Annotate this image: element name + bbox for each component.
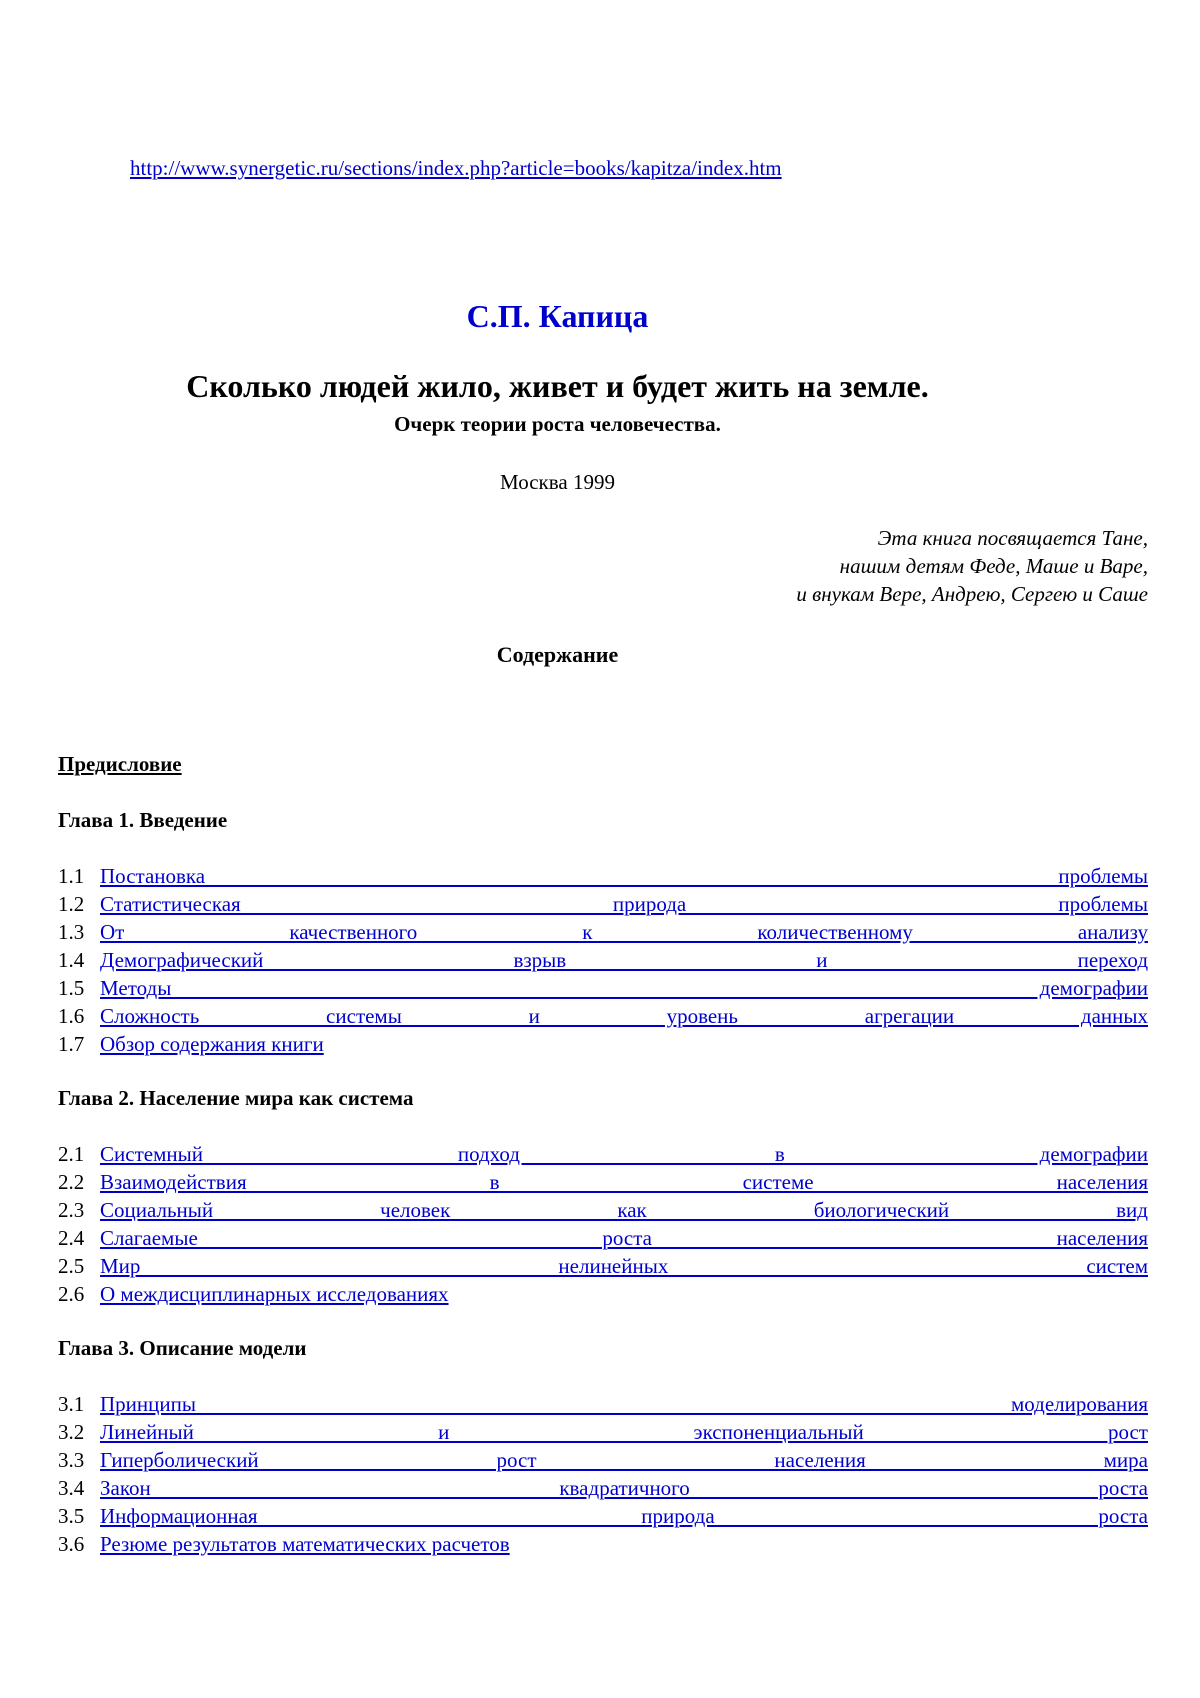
dedication-line: нашим детям Феде, Маше и Варе,: [839, 554, 1148, 578]
section-link[interactable]: Закон квадратичного роста: [100, 1476, 1148, 1500]
section-link[interactable]: Мир нелинейных систем: [100, 1254, 1148, 1278]
toc-row: [58, 890, 1148, 918]
section-link[interactable]: Взаимодействия в системе населения: [100, 1170, 1148, 1194]
chapter-title: Глава 2. Население мира как система: [58, 1086, 414, 1110]
section-number: 3.1: [58, 1392, 85, 1416]
section-link[interactable]: Сложность системы и уровень агрегации данных: [100, 1004, 1148, 1028]
toc-row: [58, 1002, 1148, 1030]
place-year: Москва 1999: [500, 470, 615, 494]
section-link[interactable]: Постановка проблемы: [100, 864, 1148, 888]
section-number: 3.3: [58, 1448, 85, 1472]
section-number: 3.2: [58, 1420, 85, 1444]
toc-row: [58, 1280, 1148, 1308]
toc-row: [58, 1030, 1148, 1058]
section-link[interactable]: Методы демографии: [100, 976, 1148, 1000]
table-of-contents: [58, 752, 1148, 1558]
toc-row: [58, 1418, 1148, 1446]
toc-row: [58, 1140, 1148, 1168]
toc-row: [58, 1474, 1148, 1502]
toc-row: [58, 1502, 1148, 1530]
section-number: 3.6: [58, 1532, 85, 1556]
section-number: 3.4: [58, 1476, 85, 1500]
author-name: С.П. Капица: [466, 298, 649, 334]
section-number: 2.6: [58, 1282, 85, 1306]
toc-row: [58, 1252, 1148, 1280]
section-link[interactable]: Демографический взрыв и переход: [100, 948, 1148, 972]
chapter-title: Глава 1. Введение: [58, 808, 228, 832]
chapter-2-sections: [58, 1140, 1148, 1308]
section-number: 1.1: [58, 864, 85, 888]
contents-heading: Содержание: [496, 642, 619, 667]
section-number: 1.4: [58, 948, 85, 972]
section-link[interactable]: От качественного к количественному анализу: [100, 920, 1148, 944]
section-number: 1.7: [58, 1032, 85, 1056]
preface-link[interactable]: Предисловие: [58, 752, 182, 776]
toc-row: [58, 1390, 1148, 1418]
toc-row: [58, 1530, 1148, 1558]
toc-row: [58, 918, 1148, 946]
toc-row: [58, 862, 1148, 890]
toc-row: [58, 974, 1148, 1002]
section-number: 2.2: [58, 1170, 85, 1194]
dedication: [796, 524, 1148, 608]
dedication-line: и внукам Вере, Андрею, Сергею и Саше: [796, 582, 1148, 606]
section-number: 1.3: [58, 920, 85, 944]
section-number: 2.3: [58, 1198, 85, 1222]
section-link[interactable]: О междисциплинарных исследованиях: [100, 1282, 449, 1306]
section-number: 1.6: [58, 1004, 85, 1028]
section-link[interactable]: Системный подход в демографии: [100, 1142, 1148, 1166]
section-link[interactable]: Линейный и экспоненциальный рост: [100, 1420, 1148, 1444]
section-number: 3.5: [58, 1504, 85, 1528]
section-link[interactable]: Социальный человек как биологический вид: [100, 1198, 1148, 1222]
dedication-line: Эта книга посвящается Тане,: [877, 526, 1148, 550]
section-link[interactable]: Слагаемые роста населения: [100, 1226, 1148, 1250]
toc-row: [58, 946, 1148, 974]
section-number: 2.4: [58, 1226, 85, 1250]
section-link[interactable]: Гиперболический рост населения мира: [100, 1448, 1148, 1472]
section-link[interactable]: Статистическая природа проблемы: [100, 892, 1148, 916]
section-number: 1.2: [58, 892, 85, 916]
source-url-link[interactable]: http://www.synergetic.ru/sections/index.php?article=books/kapitza/index.htm: [130, 156, 782, 180]
section-link[interactable]: Информационная природа роста: [100, 1504, 1148, 1528]
book-title: Сколько людей жило, живет и будет жить на земле.: [186, 368, 929, 404]
section-number: 1.5: [58, 976, 85, 1000]
chapter-1-sections: [58, 862, 1148, 1058]
chapter-3-sections: [58, 1390, 1148, 1558]
section-number: 2.1: [58, 1142, 85, 1166]
toc-row: [58, 1446, 1148, 1474]
chapter-title: Глава 3. Описание модели: [58, 1336, 307, 1360]
section-link[interactable]: Принципы моделирования: [100, 1392, 1148, 1416]
section-link[interactable]: Обзор содержания книги: [100, 1032, 324, 1056]
section-number: 2.5: [58, 1254, 85, 1278]
section-link[interactable]: Резюме результатов математических расчетов: [100, 1532, 510, 1556]
toc-row: [58, 1168, 1148, 1196]
book-subtitle: Очерк теории роста человечества.: [394, 412, 721, 436]
toc-row: [58, 1196, 1148, 1224]
toc-row: [58, 1224, 1148, 1252]
